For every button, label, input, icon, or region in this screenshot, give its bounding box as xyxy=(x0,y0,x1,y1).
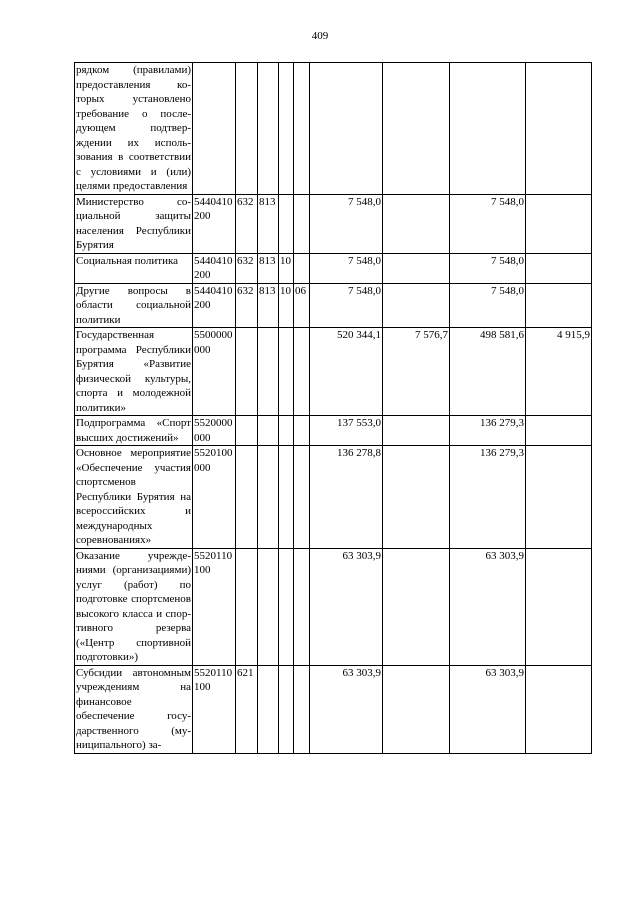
cell-target-article: 5520110100 xyxy=(193,665,236,753)
cell-amount-republic: 136 279,3 xyxy=(450,416,526,446)
cell-subsection-code: 10 xyxy=(279,283,294,328)
cell-name: Социальная политика xyxy=(75,253,193,283)
cell-section-code xyxy=(258,63,279,195)
cell-expense-type xyxy=(294,253,310,283)
cell-ministry-code xyxy=(236,63,258,195)
cell-expense-type xyxy=(294,548,310,665)
cell-amount-republic xyxy=(450,63,526,195)
cell-target-article: 5520110100 xyxy=(193,548,236,665)
cell-target-article: 5520100000 xyxy=(193,446,236,549)
cell-subsection-code xyxy=(279,665,294,753)
cell-expense-type xyxy=(294,416,310,446)
cell-amount-federal xyxy=(383,283,450,328)
cell-section-code xyxy=(258,416,279,446)
cell-amount-federal: 7 576,7 xyxy=(383,328,450,416)
table-row xyxy=(75,63,592,195)
cell-amount-total: 137 553,0 xyxy=(310,416,383,446)
cell-ministry-code xyxy=(236,446,258,549)
cell-amount-federal xyxy=(383,253,450,283)
cell-section-code xyxy=(258,548,279,665)
cell-amount-federal xyxy=(383,665,450,753)
cell-subsection-code xyxy=(279,446,294,549)
cell-expense-type xyxy=(294,194,310,253)
cell-amount-federal xyxy=(383,548,450,665)
table-row xyxy=(75,328,592,416)
cell-ministry-code: 621 xyxy=(236,665,258,753)
cell-ministry-code xyxy=(236,328,258,416)
cell-subsection-code xyxy=(279,328,294,416)
cell-amount-total xyxy=(310,63,383,195)
cell-name: Основное мероприятие «Обеспечение участия спортсменов Республики Бурятия на всероссийских и международных соревнованиях» xyxy=(76,447,191,546)
cell-amount-republic: 63 303,9 xyxy=(450,665,526,753)
cell-ministry-code xyxy=(236,416,258,446)
cell-subsection-code xyxy=(279,194,294,253)
cell-amount-federal xyxy=(383,194,450,253)
cell-amount-republic: 7 548,0 xyxy=(450,194,526,253)
cell-name: Оказание учреждениями (организациями) услуг (работ) по подготовке спортсменов высокого класса и спортивного резерва («Центр спортивной подготовки») xyxy=(76,549,191,663)
cell-amount-total: 63 303,9 xyxy=(310,665,383,753)
cell-name: Другие вопросы в области социальной политики xyxy=(76,284,191,326)
cell-subsection-code xyxy=(279,548,294,665)
table-row xyxy=(75,548,592,665)
cell-name: Министерство социальной защиты населения Республики Бурятия xyxy=(76,195,191,251)
page-number: 409 xyxy=(311,30,329,42)
table-row xyxy=(75,253,592,283)
cell-amount-other xyxy=(526,63,592,195)
cell-amount-federal xyxy=(383,446,450,549)
cell-section-code xyxy=(258,328,279,416)
table-row xyxy=(75,665,592,753)
cell-section-code xyxy=(258,665,279,753)
cell-amount-total: 520 344,1 xyxy=(310,328,383,416)
table-body xyxy=(75,63,592,754)
cell-expense-type xyxy=(294,665,310,753)
cell-ministry-code: 632 xyxy=(236,253,258,283)
cell-target-article: 5520000000 xyxy=(193,416,236,446)
cell-amount-other xyxy=(526,665,592,753)
cell-name: Государственная программа Республики Бурятия «Развитие физической культуры, спорта и молодежной политики» xyxy=(76,329,191,414)
cell-subsection-code xyxy=(279,63,294,195)
cell-amount-other xyxy=(526,446,592,549)
cell-amount-republic: 63 303,9 xyxy=(450,548,526,665)
cell-subsection-code: 10 xyxy=(279,253,294,283)
cell-target-article: 5440410200 xyxy=(193,194,236,253)
cell-amount-other xyxy=(526,548,592,665)
cell-section-code xyxy=(258,446,279,549)
cell-target-article: 5440410200 xyxy=(193,283,236,328)
cell-amount-total: 7 548,0 xyxy=(310,194,383,253)
cell-ministry-code xyxy=(236,548,258,665)
cell-amount-total: 7 548,0 xyxy=(310,253,383,283)
cell-amount-total: 136 278,8 xyxy=(310,446,383,549)
cell-amount-republic: 7 548,0 xyxy=(450,283,526,328)
table-row xyxy=(75,194,592,253)
cell-target-article: 5440410200 xyxy=(193,253,236,283)
cell-amount-other xyxy=(526,416,592,446)
cell-amount-republic: 498 581,6 xyxy=(450,328,526,416)
table-row xyxy=(75,446,592,549)
cell-amount-republic: 7 548,0 xyxy=(450,253,526,283)
cell-amount-total: 63 303,9 xyxy=(310,548,383,665)
table-row xyxy=(75,416,592,446)
cell-section-code: 813 xyxy=(258,194,279,253)
cell-expense-type xyxy=(294,328,310,416)
cell-subsection-code xyxy=(279,416,294,446)
cell-amount-other xyxy=(526,194,592,253)
cell-name: Подпрограмма «Спорт высших достижений» xyxy=(76,417,191,444)
cell-section-code: 813 xyxy=(258,283,279,328)
cell-name: рядком (правилами) предоставления которых установлено требование о последующем подтверждении их использования в соответствии с условиями и (или) целями предоставления xyxy=(76,64,191,192)
cell-amount-total: 7 548,0 xyxy=(310,283,383,328)
cell-amount-other: 4 915,9 xyxy=(526,328,592,416)
cell-section-code: 813 xyxy=(258,253,279,283)
table-row xyxy=(75,283,592,328)
cell-ministry-code: 632 xyxy=(236,283,258,328)
budget-table xyxy=(74,62,592,754)
cell-amount-republic: 136 279,3 xyxy=(450,446,526,549)
cell-target-article xyxy=(193,63,236,195)
cell-expense-type xyxy=(294,446,310,549)
cell-amount-other xyxy=(526,283,592,328)
cell-name: Субсидии автономным учреждениям на финансовое обеспечение государственного (муниципального) за- xyxy=(76,666,191,751)
cell-ministry-code: 632 xyxy=(236,194,258,253)
cell-amount-federal xyxy=(383,63,450,195)
cell-target-article: 5500000000 xyxy=(193,328,236,416)
cell-expense-type: 06 xyxy=(294,283,310,328)
cell-amount-federal xyxy=(383,416,450,446)
cell-expense-type xyxy=(294,63,310,195)
cell-amount-other xyxy=(526,253,592,283)
